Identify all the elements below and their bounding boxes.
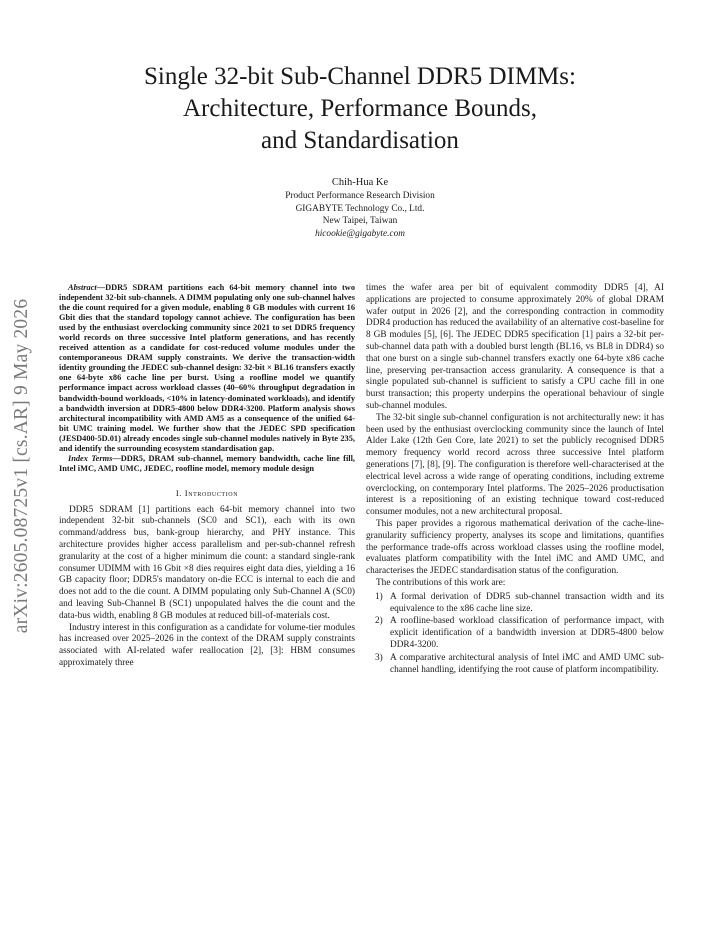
author-block bbox=[160, 176, 560, 240]
author-company: GIGABYTE Technology Co., Ltd. bbox=[295, 203, 425, 214]
left-column bbox=[59, 283, 355, 670]
title-line: Single 32-bit Sub-Channel DDR5 DIMMs: bbox=[144, 63, 576, 90]
author-name: Chih-Hua Ke bbox=[331, 177, 389, 188]
contributions-list bbox=[366, 592, 664, 677]
list-item bbox=[366, 653, 664, 677]
index-terms bbox=[59, 454, 355, 474]
body-paragraph: Industry interest in this configuration as a candidate for volume-tier modules has increased over 2025–2026 in the context of the DRAM supply constraints associated with AI-related wafer reallocation [2], [3]: HBM consumes approximately three bbox=[59, 622, 355, 669]
body-paragraph: The 32-bit single sub-channel configuration is not architecturally new: it has been used by the enthusiast overclocking community since the launch of Intel Alder Lake (12th Gen Core, late 2021) to set the publicly recognised DDR5 memory frequency world record across three successive Intel platform generations [7], [8], [9]. The configuration is therefore well-characterised at the electrical level across a wide range of operating conditions, including extreme overclocking, on contemporary Intel platforms. The 2025–2026 productisation interest is a repositioning of an existing technique toward cost-reduced consumer modules, not a new architectural proposal. bbox=[366, 412, 664, 518]
list-item-text: A comparative architectural analysis of Intel iMC and AMD UMC sub-channel handling, identifying the root cause of platform incompatibility. bbox=[390, 652, 664, 675]
abstract bbox=[59, 283, 355, 454]
index-terms-lead: Index Terms bbox=[68, 453, 113, 463]
body-paragraph: times the wafer area per bit of equivalent commodity DDR5 [4], AI applications are projected to consume approximately 20% of global DRAM wafer output in 2026 [2], and the corresponding contraction in commodity DDR4 production has reduced the availability of an alternative cost-baseline for 8 GB modules [5], [6]. The JEDEC DDR5 specification [1] pairs a 32-bit per-sub-channel data path with a doubled burst length (BL16, vs BL8 in DDR4) so that one burst on a single sub-channel transfers exactly one 64-byte x86 cache line, preserving per-transaction access granularity. A consequence is that a single populated sub-channel is sufficient to satisfy a CPU cache fill in one burst transaction; this property underpins the operational behaviour of single sub-channel modules. bbox=[366, 283, 664, 411]
list-item bbox=[366, 616, 664, 651]
list-item-number: 3) bbox=[375, 652, 383, 663]
abstract-lead: Abstract bbox=[68, 283, 97, 292]
index-terms-text: —DDR5, DRAM sub-channel, memory bandwidth, cache line fill, Intel iMC, AMD UMC, JEDEC, roofline model, memory module design bbox=[59, 453, 355, 473]
abstract-text: —DDR5 SDRAM partitions each 64-bit memory channel into two independent 32-bit sub-channels. A DIMM populating only one sub-channel halves the die count required for a given module, enabling 8 GB modules with current 16 Gbit dies that the standard topology cannot achieve. The configuration has been used by the enthusiast overclocking community since 2021 to set DDR5 frequency world records on three successive Intel platform generations, and has recently received attention as a candidate for cost-reduced volume modules under the contemporaneous DRAM supply constraints. We derive the transaction-width identity grounding the JEDEC sub-channel design: 32-bit × BL16 transfers exactly one 64-byte x86 cache line per burst. Using a roofline model we quantify performance impact across workload classes (40–60% throughput degradation in bandwidth-bound workloads, <10% in latency-dominated workloads), and identify a bandwidth inversion at DDR5-4800 below DDR4-3200. Platform analysis shows architectural incompatibility with AMD AM5 as a consequence of the unified 64-bit UMC training model. We further show that the JEDEC SPD specification (JESD400-5D.01) already encodes single sub-channel modules natively in Byte 235, and identify the surrounding ecosystem standardisation gap. bbox=[59, 283, 355, 453]
list-item-number: 1) bbox=[375, 591, 383, 602]
author-email[interactable]: hicookie@gigabyte.com bbox=[315, 228, 405, 239]
author-location: New Taipei, Taiwan bbox=[322, 216, 398, 227]
right-column bbox=[366, 283, 664, 677]
author-division: Product Performance Research Division bbox=[285, 191, 435, 201]
paper-title bbox=[60, 61, 660, 157]
body-paragraph: DDR5 SDRAM [1] partitions each 64-bit memory channel into two independent 32-bit sub-channels (SC0 and SC1), each with its own command/address bus, bank-group hierarchy, and PHY instance. This architecture provides higher access parallelism and per-sub-channel refresh granularity at the cost of a higher minimum die count: a standard single-rank consumer UDIMM with 16 Gbit ×8 dies requires eight data dies, yielding a 16 GB capacity floor; DDR5's mandatory on-die ECC is internal to each die and does not add to the die count. A DIMM populating only Sub-Channel A (SC0) and leaving Sub-Channel B (SC1) unpopulated halves the die count and the data-bus width, enabling 8 GB modules at reduced bill-of-materials cost. bbox=[59, 504, 355, 621]
list-item-text: A roofline-based workload classification of performance impact, with explicit identification of a bandwidth inversion at DDR5-4800 below DDR4-3200. bbox=[390, 616, 664, 650]
title-line: and Standardisation bbox=[261, 127, 459, 154]
arxiv-identifier: arXiv:2605.08725v1 [cs.AR] 9 May 2026 bbox=[11, 298, 32, 634]
list-item-number: 2) bbox=[375, 616, 383, 627]
title-line: Architecture, Performance Bounds, bbox=[182, 95, 538, 122]
list-item bbox=[366, 592, 664, 616]
list-item-text: A formal derivation of DDR5 sub-channel transaction width and its equivalence to the x86 cache line size. bbox=[390, 591, 664, 614]
body-paragraph: The contributions of this work are: bbox=[376, 577, 506, 588]
section-heading: I. Introduction bbox=[175, 487, 239, 498]
body-paragraph: This paper provides a rigorous mathematical derivation of the cache-line-granularity sufficiency property, analyses its scope and limitations, quantifies the performance trade-offs across workload classes using the roofline model, evaluates platform compatibility with the Intel iMC and AMD UMC, and characterises the JEDEC standardisation status of the configuration. bbox=[366, 518, 664, 577]
